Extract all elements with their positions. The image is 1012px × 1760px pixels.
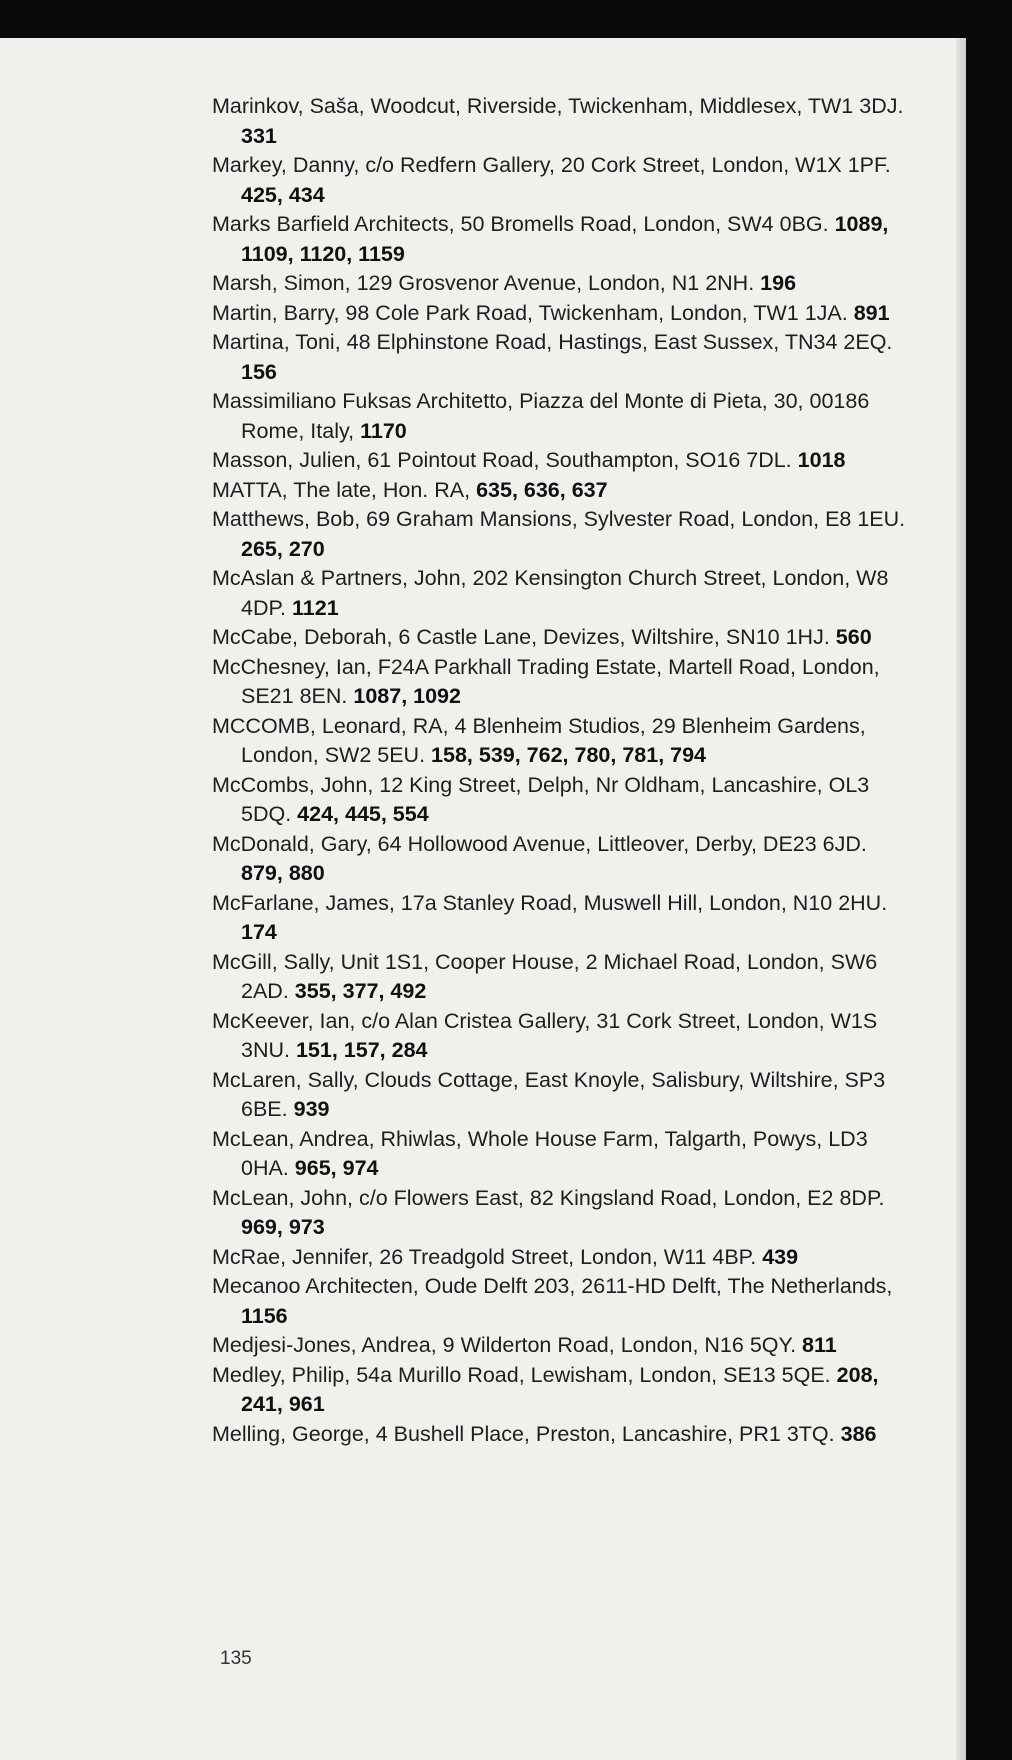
index-entries (212, 92, 912, 1449)
entry-text: McLean, John, c/o Flowers East, 82 Kingsland Road, London, E2 8DP. (212, 1185, 885, 1210)
entry-text: Medley, Philip, 54a Murillo Road, Lewisham, London, SE13 5QE. (212, 1362, 831, 1387)
page-edge (956, 38, 966, 1760)
entry-refs: 439 (762, 1244, 799, 1269)
entry-refs: 425, 434 (241, 182, 325, 207)
index-entry (212, 1184, 912, 1243)
entry-text: Markey, Danny, c/o Redfern Gallery, 20 Cork Street, London, W1X 1PF. (212, 153, 891, 177)
index-entry (212, 299, 912, 329)
index-entry (212, 564, 912, 623)
entry-refs: 1087, 1092 (353, 684, 461, 708)
index-entry (212, 1272, 912, 1331)
entry-text: McDonald, Gary, 64 Hollowood Avenue, Littleover, Derby, DE23 6JD. (212, 831, 867, 856)
entry-refs: 208, 241, 961 (241, 1362, 879, 1416)
entry-refs: 1170 (360, 418, 407, 443)
entry-text: McFarlane, James, 17a Stanley Road, Muswell Hill, London, N10 2HU. (212, 890, 888, 915)
index-entry (212, 1331, 912, 1361)
entry-text: Medjesi-Jones, Andrea, 9 Wilderton Road, London, N16 5QY. (212, 1333, 797, 1357)
index-entry (212, 771, 912, 830)
index-entry (212, 712, 912, 771)
index-entry (212, 505, 912, 564)
index-entry (212, 151, 912, 210)
index-entry (212, 1243, 912, 1273)
index-entry (212, 889, 912, 948)
entry-refs: 1121 (292, 595, 339, 620)
index-entry (212, 210, 912, 269)
entry-refs: 939 (293, 1097, 330, 1121)
index-entry (212, 1361, 912, 1420)
entry-text: Marinkov, Saša, Woodcut, Riverside, Twickenham, Middlesex, TW1 3DJ. (212, 94, 904, 118)
entry-text: Massimiliano Fuksas Architetto, Piazza del Monte di Pieta, 30, 00186 Rome, Italy, (212, 389, 870, 443)
index-entry (212, 387, 912, 446)
entry-text: McAslan & Partners, John, 202 Kensington Church Street, London, W8 4DP. (212, 566, 889, 620)
index-entry (212, 623, 912, 653)
index-entry (212, 948, 912, 1007)
index-entry (212, 1125, 912, 1184)
entry-text: McLean, Andrea, Rhiwlas, Whole House Farm, Talgarth, Powys, LD3 0HA. (212, 1126, 868, 1180)
index-entry (212, 653, 912, 712)
entry-text: McRae, Jennifer, 26 Treadgold Street, London, W11 4BP. (212, 1244, 757, 1269)
index-entry (212, 1420, 912, 1450)
index-entry (212, 328, 912, 387)
entry-refs: 331 (241, 123, 277, 148)
entry-text: MATTA, The late, Hon. RA, (212, 477, 471, 502)
entry-refs: 424, 445, 554 (297, 802, 429, 826)
entry-refs: 635, 636, 637 (476, 477, 608, 502)
entry-text: McCombs, John, 12 King Street, Delph, Nr Oldham, Lancashire, OL3 5DQ. (212, 772, 870, 826)
entry-refs: 1018 (797, 448, 846, 472)
entry-refs: 196 (760, 271, 797, 295)
entry-refs: 156 (241, 359, 277, 384)
entry-text: McChesney, Ian, F24A Parkhall Trading Estate, Martell Road, London, SE21 8EN. (212, 654, 880, 708)
entry-refs: 174 (241, 920, 277, 944)
entry-text: Mecanoo Architecten, Oude Delft 203, 2611-HD Delft, The Netherlands, (212, 1274, 893, 1298)
index-entry (212, 830, 912, 889)
entry-refs: 965, 974 (294, 1156, 379, 1180)
index-entry (212, 1007, 912, 1066)
page (0, 38, 966, 1760)
entry-text: McGill, Sally, Unit 1S1, Cooper House, 2 Michael Road, London, SW6 2AD. (212, 949, 878, 1003)
entry-text: McLaren, Sally, Clouds Cottage, East Knoyle, Salisbury, Wiltshire, SP3 6BE. (212, 1067, 886, 1121)
entry-refs: 1089, 1109, 1120, 1159 (241, 212, 889, 266)
entry-text: Martin, Barry, 98 Cole Park Road, Twickenham, London, TW1 1JA. (212, 300, 848, 325)
entry-refs: 386 (840, 1421, 877, 1446)
entry-refs: 560 (835, 625, 872, 649)
index-entry (212, 1066, 912, 1125)
entry-refs: 891 (853, 300, 890, 325)
index-entry (212, 269, 912, 299)
entry-refs: 158, 539, 762, 780, 781, 794 (431, 743, 707, 767)
entry-refs: 879, 880 (241, 861, 325, 885)
entry-text: Martina, Toni, 48 Elphinstone Road, Hastings, East Sussex, TN34 2EQ. (212, 330, 893, 354)
entry-text: Masson, Julien, 61 Pointout Road, Southampton, SO16 7DL. (212, 448, 792, 472)
entry-text: Melling, George, 4 Bushell Place, Preston, Lancashire, PR1 3TQ. (212, 1421, 835, 1446)
entry-refs: 355, 377, 492 (294, 979, 427, 1003)
entry-text: Matthews, Bob, 69 Graham Mansions, Sylvester Road, London, E8 1EU. (212, 507, 906, 531)
entry-text: McCabe, Deborah, 6 Castle Lane, Devizes, Wiltshire, SN10 1HJ. (212, 625, 830, 649)
entry-refs: 811 (802, 1333, 837, 1357)
entry-refs: 151, 157, 284 (295, 1038, 428, 1062)
index-entry (212, 476, 912, 506)
entry-text: MCCOMB, Leonard, RA, 4 Blenheim Studios, 29 Blenheim Gardens, London, SW2 5EU. (212, 713, 866, 767)
entry-text: Marks Barfield Architects, 50 Bromells Road, London, SW4 0BG. (212, 212, 829, 236)
index-entry (212, 92, 912, 151)
entry-refs: 265, 270 (241, 536, 325, 561)
entry-refs: 969, 973 (241, 1215, 325, 1239)
entry-text: Marsh, Simon, 129 Grosvenor Avenue, London, N1 2NH. (212, 271, 755, 295)
index-entry (212, 446, 912, 476)
entry-text: McKeever, Ian, c/o Alan Cristea Gallery, 31 Cork Street, London, W1S 3NU. (212, 1008, 878, 1062)
entry-refs: 1156 (241, 1303, 288, 1328)
page-number: 135 (220, 1648, 252, 1669)
